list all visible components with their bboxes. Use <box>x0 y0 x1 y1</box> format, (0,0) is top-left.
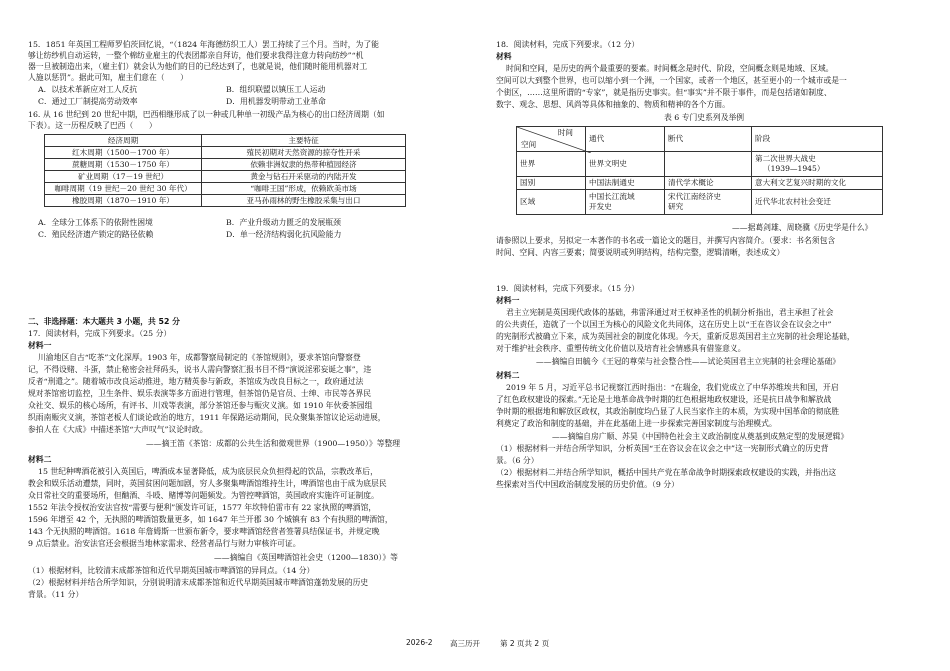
table-cell-line: 第二次世界大战史 <box>755 154 816 163</box>
q19-material-2-line: 利奠定了政治和制度的基础，并在此基础上进一步探索完善国家制度与治理模式。 <box>496 419 777 428</box>
q19-requirement: 景。（6 分） <box>496 456 539 465</box>
q19-material-1-source: ——摘编自田毓今《王冠的尊荣与社会整合性——试论英国君主立宪制的社会理论基础》 <box>536 357 841 366</box>
q19-material-2-label: 材料二 <box>496 371 520 380</box>
q15-stem-line: 器一旦被制造出来，（雇主们）就会认为他们的目的已经达到了，也就是说，他们随时能用机器对工 <box>28 62 368 71</box>
q19-requirement: （2）根据材料二并结合所学知识，概括中国共产党在革命战争时期探索政权建设的实践，并指出这 <box>496 468 837 477</box>
economic-cycle-table <box>44 134 406 207</box>
q17-material-1-line: 众社交、娱乐的核心场所，有评书、川戏等表演，部分茶馆还参与赈灾义演。如 1910 年伙委茶园组 <box>28 401 373 410</box>
table-cell: 黄金与钻石开采驱动的内陆开发 <box>202 171 406 183</box>
q17-material-1-line: 记，不得设赌、斗蛋，禁止秘密会社拜码头，说书人需向警察汇报书目不得“演说淫邪妄诞之事”，违 <box>28 365 372 374</box>
q18-material-line: 个街区，……这里所谓的“专家”，就是指历史事实。但“事实”并不限于事件，而是包括诸如制度、 <box>496 88 832 97</box>
table-row-label: 国别 <box>517 177 586 190</box>
q17-material-2-line: 1596 年增至 42 个，无执照的啤酒馆数量更多，如 1647 年兰开郡 30 个城镇有 83 个有执照的啤酒馆， <box>28 515 393 524</box>
q15-option-c[interactable]: C．通过工厂制提高劳动效率 <box>38 97 138 106</box>
q19-material-2-line: 了红色政权建设的探索。”无论是土地革命战争时期的红色根据地政权建设，还是抗日战争和解放战 <box>496 395 832 404</box>
q15-stem-line: 15．1851 年英国工程师罗伯茨回忆说，“（1824 年海德纺织工人）罢工持续了三个月。当时，为了能 <box>28 40 379 49</box>
footer-subject: 高三历开 <box>450 639 480 648</box>
q18-material-line: 空间可以大到整个世界，也可以缩小到一个洲，一个国家，或者一个地区，甚至更小的一个城市或是一 <box>496 76 847 85</box>
q18-material-label: 材料 <box>496 52 512 61</box>
footer-page: 第 2 页共 2 页 <box>500 639 550 648</box>
q17-material-2-source: ——摘编自《英国啤酒馆社会史（1200—1830）》等 <box>214 553 398 562</box>
table-header: 经济周期 <box>45 135 202 147</box>
table-cell: 世界文明史 <box>586 152 665 177</box>
table-cell: 矿业周期（17－19 世纪） <box>45 171 202 183</box>
q16-option-b[interactable]: B．产业升级动力匮乏的发展瓶颈 <box>226 218 341 227</box>
table-header-row <box>45 135 406 147</box>
table-row <box>45 147 406 159</box>
q19-material-1-line: 的宪制形式被确立下来，成为英国社会的制度化体现。今天，重新反思英国君主立宪制的社会理论基础， <box>496 332 855 341</box>
table-header: 主要特征 <box>202 135 406 147</box>
q17-material-2-line: 教会和娱乐活动遭禁，同时，英国贫困问题加剧，穷人多聚集啤酒馆维持生计，啤酒馆也由于成为底层民 <box>28 479 387 488</box>
q17-material-2-label: 材料二 <box>28 455 52 464</box>
q18-requirement: 时间、空间、内容三要素；简要说明或列明结构，结构完整，逻辑清晰，表述成文） <box>496 248 785 257</box>
table-row <box>45 159 406 171</box>
diagonal-header-cell <box>517 127 586 152</box>
q16-stem-line: 16. 从 16 世纪到 20 世纪中期，巴西相继形成了以一种或几种单一初级产品为核心的出口经济周期（如 <box>28 110 385 119</box>
q18-material-line: 数字、观念、思想、风尚等具体和抽象的、物质和精神的各个方面。 <box>496 100 730 109</box>
q16-option-a[interactable]: A．全球分工体系下的依附性困境 <box>38 218 153 227</box>
q19-material-2-source: ——摘编自房广顺、苏昊《中国特色社会主义政治制度从奠基到成熟定型的发展逻辑》 <box>552 432 849 441</box>
q18-table-title: 表 6 专门史系列及举例 <box>664 113 745 122</box>
q18-material-line: 时间和空间，是历史的两个最重要的要素。时间概念是时代、阶段，空间概念则是地域、区域。 <box>506 64 834 73</box>
q17-material-1-label: 材料一 <box>28 341 52 350</box>
q17-material-2-line: 15 世纪种啤酒花被引入英国后，啤酒成本显著降低，成为底层民众负担得起的饮品，宗教改革后， <box>38 467 378 476</box>
q19-material-2-line: 争时期的根据地和解放区政权，其政治制度均凸显了人民当家作主的本质，为实现中国革命的彻底胜 <box>496 407 840 416</box>
q19-material-1-label: 材料一 <box>496 296 520 305</box>
table-cell: 意大利文艺复兴时期的文化 <box>752 177 883 190</box>
footer-code: 2026-2 <box>406 638 433 647</box>
table-cell: 近代华北农村社会变迁 <box>752 190 883 215</box>
q17-requirement: （2）根据材料并结合所学知识，分别说明清末成都茶馆和近代早期英国城市啤酒馆蓬勃发展的历史 <box>28 578 369 587</box>
table-cell-line: 中国长江流域 <box>589 192 635 201</box>
table-cell: 红木周期（1500－1700 年） <box>45 147 202 159</box>
diag-time-label: 时间 <box>557 128 573 137</box>
table-cell-line: 开发史 <box>589 202 612 211</box>
table-cell <box>665 190 752 215</box>
table-cell-line: 宋代江南经济史 <box>668 192 722 201</box>
q17-requirement: 背景。（11 分） <box>28 590 84 599</box>
q19-material-1-line: 君主立宪制是英国现代政体的基础，弗雷泽通过对王权神圣性的机制分析指出，君主承担了社会 <box>506 308 834 317</box>
table-cell <box>586 190 665 215</box>
table-header: 通代 <box>586 127 665 152</box>
q17-material-1-line: 反者“刑遣之”。随着城市改良运动推进，地方精英参与新政，茶馆成为改良目标之一，政府通过法 <box>28 377 364 386</box>
table-row <box>517 190 883 215</box>
q15-stem-line: 够让纺纱机自动运转，一整个棉纺业雇主的代表团都亲自拜访，他们要求我得注意力转向纺纱”“机 <box>28 51 364 60</box>
table-row <box>45 195 406 207</box>
q15-stem-line: 人施以惩罚”。据此可知，雇主们意在（ ） <box>28 73 188 82</box>
q19-material-2-line: 2019 年 5 月，习近平总书记视察江西时指出：“在瑞金，我们党成立了中华苏维埃共和国，开启 <box>506 383 839 392</box>
table-cell: 亚马孙雨林的野生橡胶采集与出口 <box>202 195 406 207</box>
table-cell: 蔗糖周期（1530－1750 年） <box>45 159 202 171</box>
table-cell <box>665 152 752 177</box>
q17-intro: 17．阅读材料，完成下列要求。（25 分） <box>28 329 172 338</box>
q16-option-c[interactable]: C．殖民经济遗产锁定的路径依赖 <box>38 230 154 239</box>
table-row <box>517 152 883 177</box>
table-cell: 殖民初期对天然资源的掠夺性开采 <box>202 147 406 159</box>
q19-material-1-line: 的公共责任，造就了一个以国王为核心的风险文化共同体，这在历史上以“王在咨议会在议会之中” <box>496 320 832 329</box>
q17-material-1-line: 织雨南赈灾义演，茶馆老板人们谈论政治的地方，1911 年保路运动期间，民众聚集茶馆议论运动进展， <box>28 413 386 422</box>
q19-intro: 19．阅读材料，完成下列要求。（15 分） <box>496 284 640 293</box>
q15-option-d[interactable]: D．用机器发明带动工业革命 <box>226 97 326 106</box>
table-header: 断代 <box>665 127 752 152</box>
q17-material-2-line: 143 个无执照的啤酒馆。1618 年詹姆斯一世颁布新令，要求啤酒馆经营者签署具结保证书，并规定晚 <box>28 527 380 536</box>
q18-source: ——据葛剑雄、周晓骥《历史学是什么》 <box>732 223 873 232</box>
diag-space-label: 空间 <box>521 140 537 149</box>
table-cell: 中国法制通史 <box>586 177 665 190</box>
q19-material-1-line: 对于维护社会秩序、重塑传统文化价值以及培育社会情感具有借鉴意义。 <box>496 344 746 353</box>
table-cell: 依赖非洲奴隶的热带种植园经济 <box>202 159 406 171</box>
table-cell-line: （1939—1945） <box>763 164 825 173</box>
table-cell: 清代学术概论 <box>665 177 752 190</box>
q17-material-1-line: 川渝地区自古“吃茶”文化深厚。1903 年，成都警察局制定的《茶馆规则》，要求茶馆向警察登 <box>38 353 361 362</box>
q15-option-b[interactable]: B．组织联盟以镇压工人运动 <box>226 85 326 94</box>
table-row <box>517 177 883 190</box>
q17-material-1-line: 参拍人在《大成》中描述茶馆“大声叹气”议论时政。 <box>28 425 208 434</box>
specialized-history-table <box>516 126 883 215</box>
q17-material-2-line: 1552 年法令授权治安法官按“需要与便利”颁发许可证，1577 年坎特伯雷市有 22 家执照的啤酒馆， <box>28 503 377 512</box>
q19-requirement: 些探索对当代中国政治制度发展的历史价值。（9 分） <box>496 480 679 489</box>
q16-stem-line: 下表）。这一历程反映了巴西（ ） <box>28 121 157 130</box>
q18-intro: 18．阅读材料，完成下列要求。（12 分） <box>496 40 640 49</box>
table-header-row <box>517 127 883 152</box>
q15-option-a[interactable]: A．以技术革新应对工人反抗 <box>38 85 138 94</box>
q19-requirement: （1）根据材料一并结合所学知识，分析英国“王在咨议会在议会之中”这一宪制形式确立的历史背 <box>496 444 829 453</box>
table-cell <box>752 152 883 177</box>
q17-requirement: （1）根据材料，比较清末成都茶馆和近代早期英国城市啤酒馆的异同点。（14 分） <box>28 566 315 575</box>
table-header: 阶段 <box>752 127 883 152</box>
table-row-label: 区域 <box>517 190 586 215</box>
table-row-label: 世界 <box>517 152 586 177</box>
table-cell-line: 研究 <box>668 202 684 211</box>
table-row <box>45 183 406 195</box>
q17-material-1-source: ——摘王笛《茶馆：成都的公共生活和微观世界（1900—1950）》等整理 <box>146 439 401 448</box>
q16-option-d[interactable]: D．单一经济结构弱化抗风险能力 <box>226 230 342 239</box>
q18-requirement: 请参照以上要求，另拟定一本著作的书名或一篇论文的题目，并撰写内容简介。（要求：书名须包含 <box>496 236 836 245</box>
table-cell: “咖啡王国”形成，依赖欧美市场 <box>202 183 406 195</box>
q17-material-1-line: 规对茶馆密切监控，卫生条件、娱乐表演等多方面进行管理，但茶馆仍是官员、士绅、市民等各界民 <box>28 389 372 398</box>
table-cell: 橡胶周期（1870－1910 年） <box>45 195 202 207</box>
table-cell: 咖啡周期（19 世纪－20 世纪 30 年代） <box>45 183 202 195</box>
q17-material-2-line: 众日常社交的重要场所，但酗酒、斗殴、赌博等问题频发。为管控啤酒馆，英国政府实施许可证制度。 <box>28 491 379 500</box>
section-title: 二、非选择题：本大题共 3 小题，共 52 分 <box>28 317 180 326</box>
q17-material-2-line: 9 点后禁业。治安法官还会根据当地林家需求、经营者品行与财力审核许可证。 <box>28 539 301 548</box>
table-row <box>45 171 406 183</box>
